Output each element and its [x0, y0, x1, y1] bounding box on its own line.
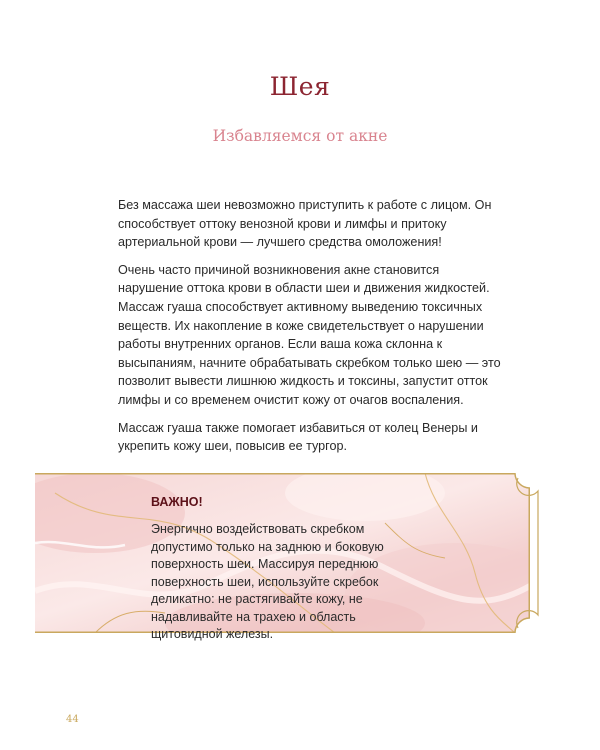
- page-subtitle: Избавляемся от акне: [212, 127, 388, 145]
- callout-heading: ВАЖНО!: [151, 495, 203, 509]
- paragraph-2: Очень часто причиной возникновения акне становится нарушение оттока крови в области шеи и движения жидкостей. Массаж гуаша способствует активному выведению токсичных веществ. Их накопление в коже свидетельствует о нарушении работы внутренних органов. Если ваша кожа склонна к высыпаниям, начните обрабатывать скребком только шею — это позволит вывести лишнюю жидкость и токсины, запустит отток лимфы и со временем очистит кожу от очагов воспаления.: [118, 262, 501, 407]
- paragraph-1: Без массажа шеи невозможно приступить к работе с лицом. Он способствует оттоку венозной крови и лимфы и притоку артериальной крови — лучшего средства омоложения!: [118, 198, 492, 250]
- paragraph-3: Массаж гуаша также помогает избавиться от колец Венеры и укрепить кожу шеи, повысив ее тургор.: [118, 420, 478, 454]
- page-title: Шея: [269, 72, 331, 101]
- page-number: 44: [66, 714, 79, 725]
- callout-content: [151, 495, 416, 644]
- callout-text: Энергично воздействовать скребком допустимо только на заднюю и боковую поверхность шеи. Массируя переднюю поверхность шеи, используйте скребок деликатно: не растягивайте кожу, не надавливайте на трахею и область щитовидной железы.: [151, 522, 384, 641]
- body-text: [118, 196, 503, 456]
- important-callout: [35, 473, 565, 641]
